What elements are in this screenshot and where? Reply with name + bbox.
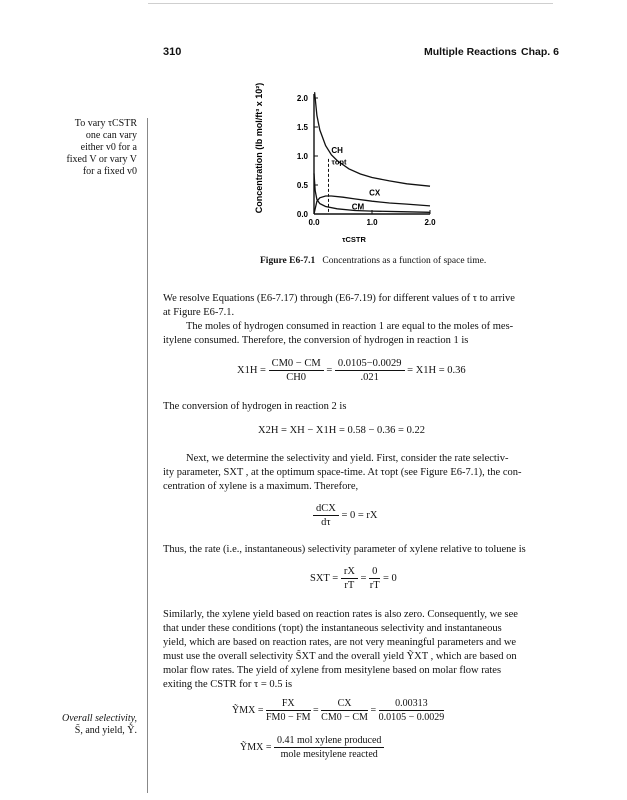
eq-numerator: rX — [341, 565, 358, 579]
eq-denominator: CH0 — [286, 372, 307, 383]
eq-term: = — [370, 704, 377, 716]
margin-note-line: one can vary — [85, 130, 137, 141]
eq-term: = — [326, 364, 333, 376]
text-line: yield, which are based on reaction rates, are not very meaningful parameters and we — [163, 637, 517, 648]
eq-denominator: rT — [369, 580, 380, 591]
text-line: must use the overall selectivity S̃XT and the overall yield ỸXT , which are based on — [163, 651, 517, 662]
series-line-ch — [315, 92, 430, 186]
eq-numerator: 0 — [369, 565, 380, 579]
eq-fraction — [266, 697, 311, 724]
eq-fraction — [379, 697, 445, 724]
margin-note-vary — [7, 118, 137, 178]
figure-caption-text: Concentrations as a function of space time. — [322, 256, 487, 266]
eq-denominator: .021 — [360, 372, 379, 383]
eq-numerator: 0.0105−0.0029 — [335, 357, 405, 371]
eq-numerator: 0.00313 — [379, 697, 445, 711]
chart-axes — [297, 94, 436, 227]
eq-fraction — [313, 502, 339, 529]
y-tick-label: 2.0 — [296, 94, 308, 103]
text-line: that under these conditions (τopt) the instantaneous selectivity and instantaneous — [163, 623, 502, 634]
eq-numerator: 0.41 mol xylene produced — [274, 734, 384, 748]
eq-denominator: rT — [344, 580, 355, 591]
eq-numerator: CM0 − CM — [269, 357, 324, 371]
chapter-label: Chap. 6 — [521, 46, 559, 58]
text-line: We resolve Equations (E6-7.17) through (E6-7.19) for different values of τ to arrive — [163, 293, 515, 304]
eq-fraction — [335, 357, 405, 384]
margin-note-line: either v0 for a — [80, 142, 137, 153]
y-tick-label: 0.0 — [296, 210, 308, 219]
margin-note-overall — [7, 713, 137, 737]
y-tick-label: 1.5 — [296, 123, 308, 132]
text-line: Next, we determine the selectivity and yield. First, consider the rate selectiv- — [186, 453, 509, 464]
paragraph-4 — [163, 452, 563, 494]
curve-label-ch: CH — [331, 146, 343, 156]
concentration-chart — [250, 70, 450, 250]
eq-denominator: FM0 − FM — [265, 712, 311, 723]
eq-numerator: FX — [266, 697, 311, 711]
curve-label-cx: CX — [369, 188, 381, 198]
equation-ymx-result — [240, 734, 384, 761]
x-tick-label: 0.0 — [308, 218, 320, 227]
eq-term: SXT = — [310, 572, 339, 584]
margin-note-line: fixed V or vary V — [66, 154, 137, 165]
x-axis-label: τCSTR — [342, 235, 366, 244]
margin-note-line: for a fixed v0 — [82, 166, 137, 177]
eq-term: = — [313, 704, 319, 716]
equation-x1h — [237, 357, 466, 384]
eq-term: = 0 — [382, 572, 397, 584]
eq-denominator: mole mesitylene reacted — [280, 749, 378, 760]
figure-caption-label: Figure E6-7.1 — [260, 256, 316, 266]
paragraph-1 — [163, 292, 563, 348]
x-tick-label: 2.0 — [424, 218, 436, 227]
eq-numerator: dCX — [313, 502, 339, 516]
eq-fraction — [274, 734, 384, 761]
eq-term: = 0 = rX — [341, 509, 378, 521]
margin-rule — [147, 118, 148, 793]
curve-label-cm: CM — [351, 202, 365, 212]
eq-fraction — [341, 565, 358, 592]
equation-dcx — [313, 502, 378, 529]
chapter-title: Multiple Reactions — [424, 46, 517, 58]
eq-fraction — [269, 357, 324, 384]
figure-caption — [260, 256, 486, 266]
margin-note-line: To vary τCSTR — [74, 118, 137, 129]
paragraph-6 — [163, 608, 563, 692]
eq-term: ỸMX = — [232, 704, 264, 716]
eq-numerator: CX — [321, 697, 368, 711]
text-line: itylene consumed. Therefore, the conversion of hydrogen in reaction 1 is — [163, 335, 469, 346]
eq-term: ỸMX = — [240, 741, 272, 753]
equation-sxt — [310, 565, 397, 592]
text-line: The moles of hydrogen consumed in reaction 1 are equal to the moles of mes- — [186, 321, 514, 332]
eq-denominator: 0.0105 − 0.0029 — [378, 712, 445, 723]
paragraph-3: The conversion of hydrogen in reaction 2 is — [163, 401, 347, 412]
text-line: molar flow rates. The yield of xylene from mesitylene based on molar flow rates — [163, 665, 502, 676]
eq-fraction — [369, 565, 380, 592]
text-line: centration of xylene is a maximum. Therefore, — [163, 481, 359, 492]
text-line: ity parameter, SXT , at the optimum space-time. At τopt (see Figure E6-7.1), the con- — [163, 467, 522, 478]
equation-ymx — [232, 697, 444, 724]
page-number: 310 — [163, 46, 182, 58]
margin-note-line: Overall selectivity, — [62, 713, 137, 724]
eq-term: = — [360, 572, 367, 584]
eq-denominator: CM0 − CM — [321, 712, 368, 723]
y-tick-label: 1.0 — [296, 152, 308, 161]
eq-fraction — [321, 697, 368, 724]
y-tick-label: 0.5 — [296, 181, 308, 190]
text-line: Similarly, the xylene yield based on reaction rates is also zero. Consequently, we see — [163, 609, 518, 620]
eq-term: = X1H = 0.36 — [407, 364, 466, 376]
eq-denominator: dτ — [321, 517, 331, 528]
tau-opt-label: τopt — [331, 157, 347, 167]
text-line: at Figure E6-7.1. — [163, 307, 235, 318]
equation-x2h: X2H = XH − X1H = 0.58 − 0.36 = 0.22 — [258, 425, 425, 436]
y-axis-label: Concentration (lb mol/ft³ x 10²) — [254, 82, 264, 214]
text-line: exiting the CSTR for τ = 0.5 is — [163, 679, 293, 690]
margin-note-line: S̃, and yield, Ỹ. — [74, 725, 137, 736]
eq-term: X1H = — [237, 364, 266, 376]
x-tick-label: 1.0 — [366, 218, 378, 227]
paragraph-5: Thus, the rate (i.e., instantaneous) selectivity parameter of xylene relative to toluene is — [163, 544, 526, 555]
top-rule — [148, 3, 553, 4]
